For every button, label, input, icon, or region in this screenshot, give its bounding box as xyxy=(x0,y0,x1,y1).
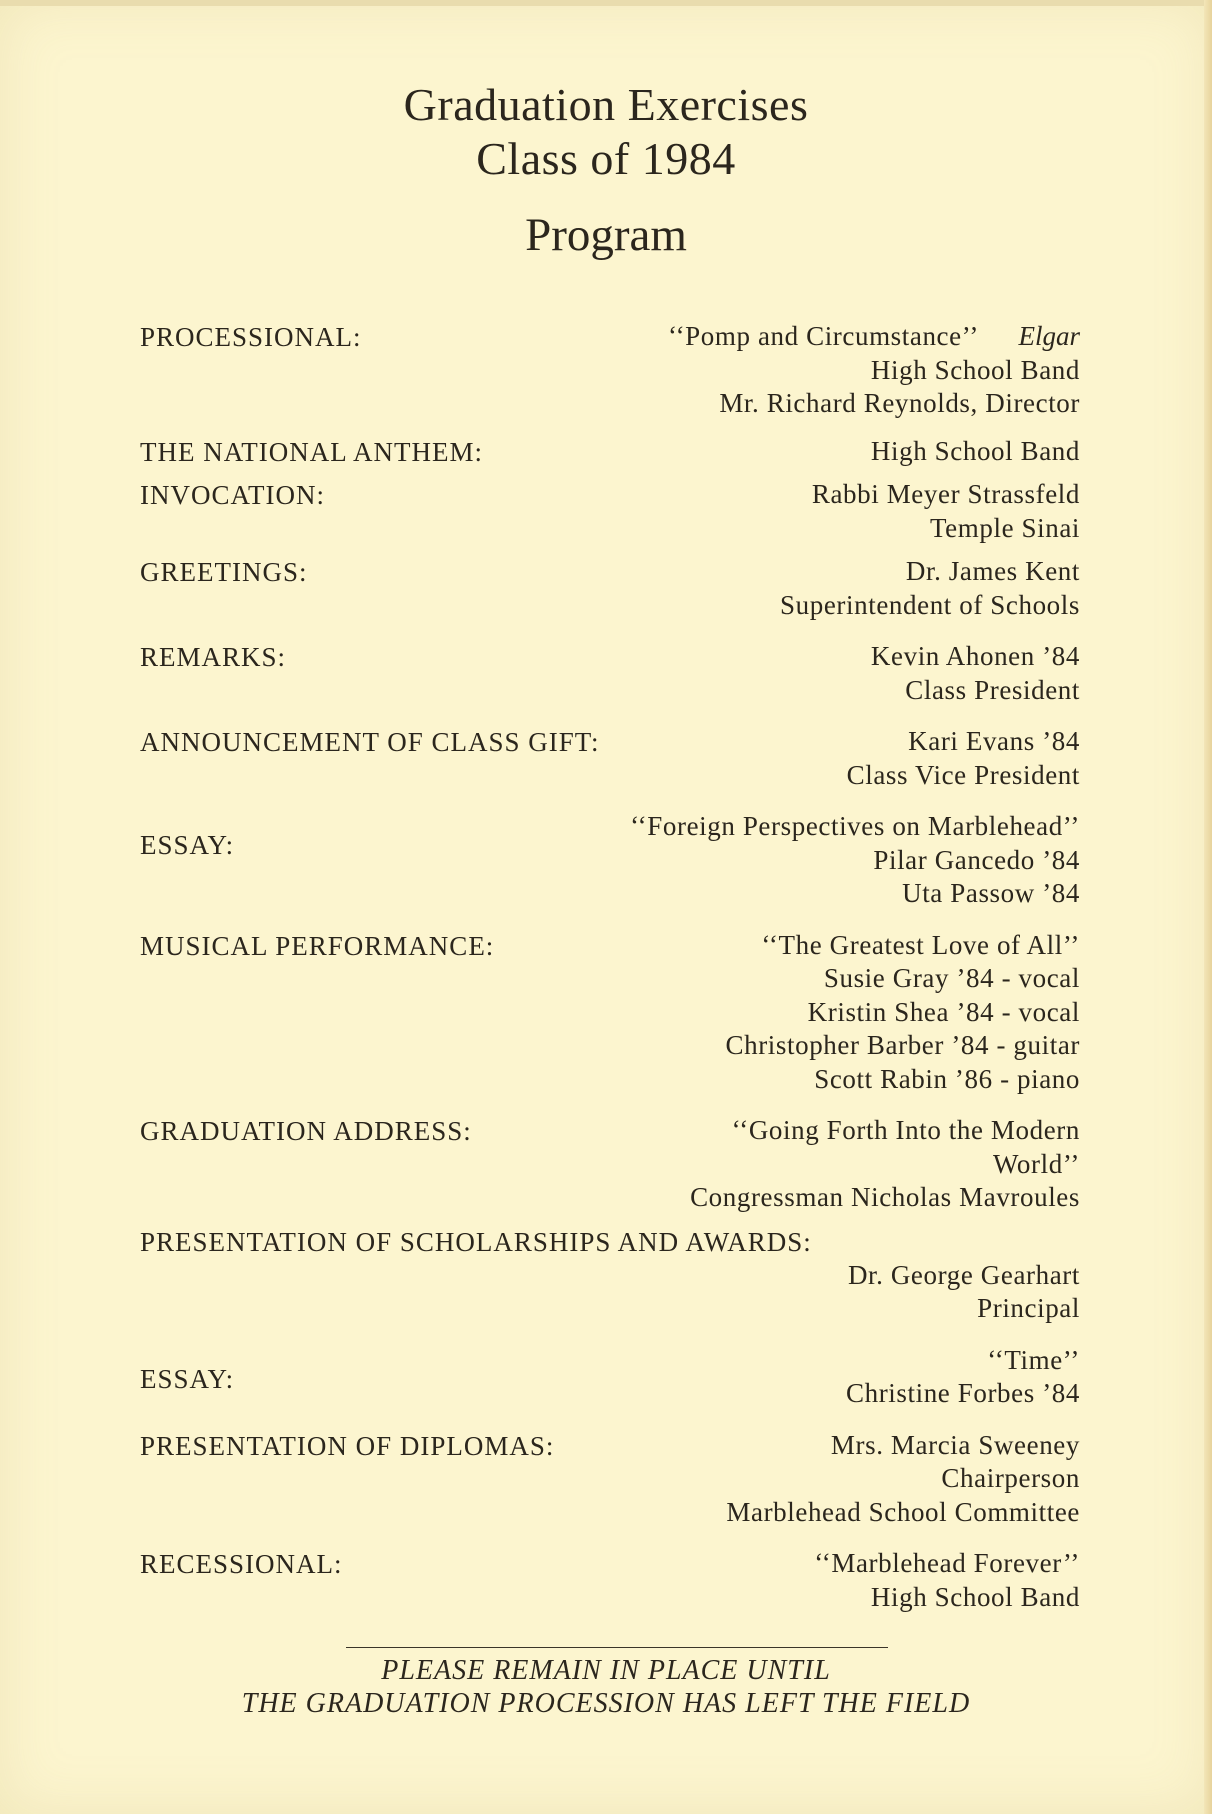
entry-details xyxy=(440,478,1080,545)
entry-label: REMARKS: xyxy=(140,642,287,672)
entry-line: Chairperson xyxy=(941,1463,1080,1493)
entry-line: High School Band xyxy=(870,1581,1080,1612)
entry-label: ESSAY: xyxy=(140,830,235,860)
entry-line: Principal xyxy=(977,1293,1080,1323)
entry-line: High School Band xyxy=(870,435,1080,466)
entry-label: RECESSIONAL: xyxy=(140,1549,343,1579)
program-heading: Program xyxy=(525,209,687,261)
entry-label: INVOCATION: xyxy=(140,480,325,510)
entry-line: Marblehead School Committee xyxy=(726,1496,1080,1527)
program-entry-musical-performance xyxy=(140,929,1080,1097)
entry-line: Superintendent of Schools xyxy=(780,589,1080,620)
program-entry-class-gift xyxy=(140,725,1080,792)
entry-details xyxy=(440,1114,1080,1215)
entry-details xyxy=(440,640,1080,707)
program-entry-greetings xyxy=(140,555,1080,622)
entry-label: PRESENTATION OF SCHOLARSHIPS AND AWARDS: xyxy=(140,1226,812,1257)
entry-label: GRADUATION ADDRESS: xyxy=(140,1116,472,1146)
paper-top-edge xyxy=(0,0,1212,6)
program-list xyxy=(140,320,1080,1632)
program-entry-essay-1 xyxy=(140,810,1080,911)
entry-line: High School Band xyxy=(870,354,1080,385)
entry-line: Class Vice President xyxy=(846,759,1080,790)
paper-right-edge xyxy=(1204,0,1212,1814)
program-entry-remarks xyxy=(140,640,1080,707)
footer-line-1: PLEASE REMAIN IN PLACE UNTIL xyxy=(381,1655,831,1686)
entry-details xyxy=(440,1344,1080,1411)
entry-composer: Elgar xyxy=(1018,321,1080,351)
program-entry-processional xyxy=(140,320,1080,421)
page-header xyxy=(0,78,1212,262)
footer-divider xyxy=(346,1647,888,1648)
program-entry-essay-2 xyxy=(140,1344,1080,1411)
entry-line: Dr. George Gearhart xyxy=(847,1259,1080,1290)
entry-line: ‘‘Marblehead Forever’’ xyxy=(814,1548,1080,1578)
program-entry-graduation-address xyxy=(140,1114,1080,1215)
entry-line: Pilar Gancedo ’84 xyxy=(873,844,1080,875)
entry-details xyxy=(140,1259,1080,1326)
footer-notice xyxy=(0,1654,1212,1720)
entry-line: Kari Evans ’84 xyxy=(908,726,1080,756)
program-entry-scholarships xyxy=(140,1225,1080,1326)
entry-line: Kristin Shea ’84 - vocal xyxy=(807,996,1080,1027)
entry-label: ANNOUNCEMENT OF CLASS GIFT: xyxy=(140,727,600,757)
entry-details xyxy=(440,1547,1080,1614)
entry-title: ‘‘Pomp and Circumstance’’ xyxy=(668,321,979,351)
entry-line: Class President xyxy=(905,674,1080,705)
entry-details xyxy=(440,435,1080,469)
entry-line: World’’ xyxy=(993,1148,1080,1179)
entry-details xyxy=(440,929,1080,1097)
entry-line: Dr. James Kent xyxy=(905,556,1080,586)
program-entry-recessional xyxy=(140,1547,1080,1614)
entry-line: ‘‘Foreign Perspectives on Marblehead’’ xyxy=(630,811,1080,841)
entry-label: PRESENTATION OF DIPLOMAS: xyxy=(140,1430,555,1461)
footer-line-2: THE GRADUATION PROCESSION HAS LEFT THE FIELD xyxy=(241,1688,971,1719)
entry-title-row xyxy=(440,320,1080,354)
title-line-1: Graduation Exercises xyxy=(403,79,809,130)
entry-label: GREETINGS: xyxy=(140,557,308,587)
entry-details xyxy=(440,810,1080,911)
entry-label: THE NATIONAL ANTHEM: xyxy=(140,436,483,467)
entry-line: Rabbi Meyer Strassfeld xyxy=(811,479,1080,509)
program-entry-diplomas xyxy=(140,1429,1080,1530)
entry-label: MUSICAL PERFORMANCE: xyxy=(140,930,495,961)
entry-line: ‘‘Going Forth Into the Modern xyxy=(731,1115,1080,1145)
entry-line: ‘‘Time’’ xyxy=(987,1344,1080,1375)
program-entry-invocation xyxy=(140,478,1080,545)
entry-label: PROCESSIONAL: xyxy=(140,322,362,352)
entry-line: Kevin Ahonen ’84 xyxy=(870,641,1080,671)
program-entry-national-anthem xyxy=(140,435,1080,469)
entry-line: Mrs. Marcia Sweeney xyxy=(830,1429,1080,1460)
entry-line: Congressman Nicholas Mavroules xyxy=(690,1182,1080,1212)
entry-line: Scott Rabin ’86 - piano xyxy=(814,1063,1080,1094)
entry-line: Christine Forbes ’84 xyxy=(846,1378,1080,1408)
entry-label: ESSAY: xyxy=(140,1363,235,1394)
entry-line: Susie Gray ’84 - vocal xyxy=(823,963,1080,993)
entry-details xyxy=(440,320,1080,421)
entry-line: Temple Sinai xyxy=(929,512,1080,543)
entry-line: Uta Passow ’84 xyxy=(902,878,1080,908)
entry-line: Christopher Barber ’84 - guitar xyxy=(725,1030,1080,1060)
title-line-2: Class of 1984 xyxy=(476,133,736,184)
entry-line: ‘‘The Greatest Love of All’’ xyxy=(761,929,1080,960)
entry-details xyxy=(440,555,1080,622)
entry-line: Mr. Richard Reynolds, Director xyxy=(719,388,1080,418)
